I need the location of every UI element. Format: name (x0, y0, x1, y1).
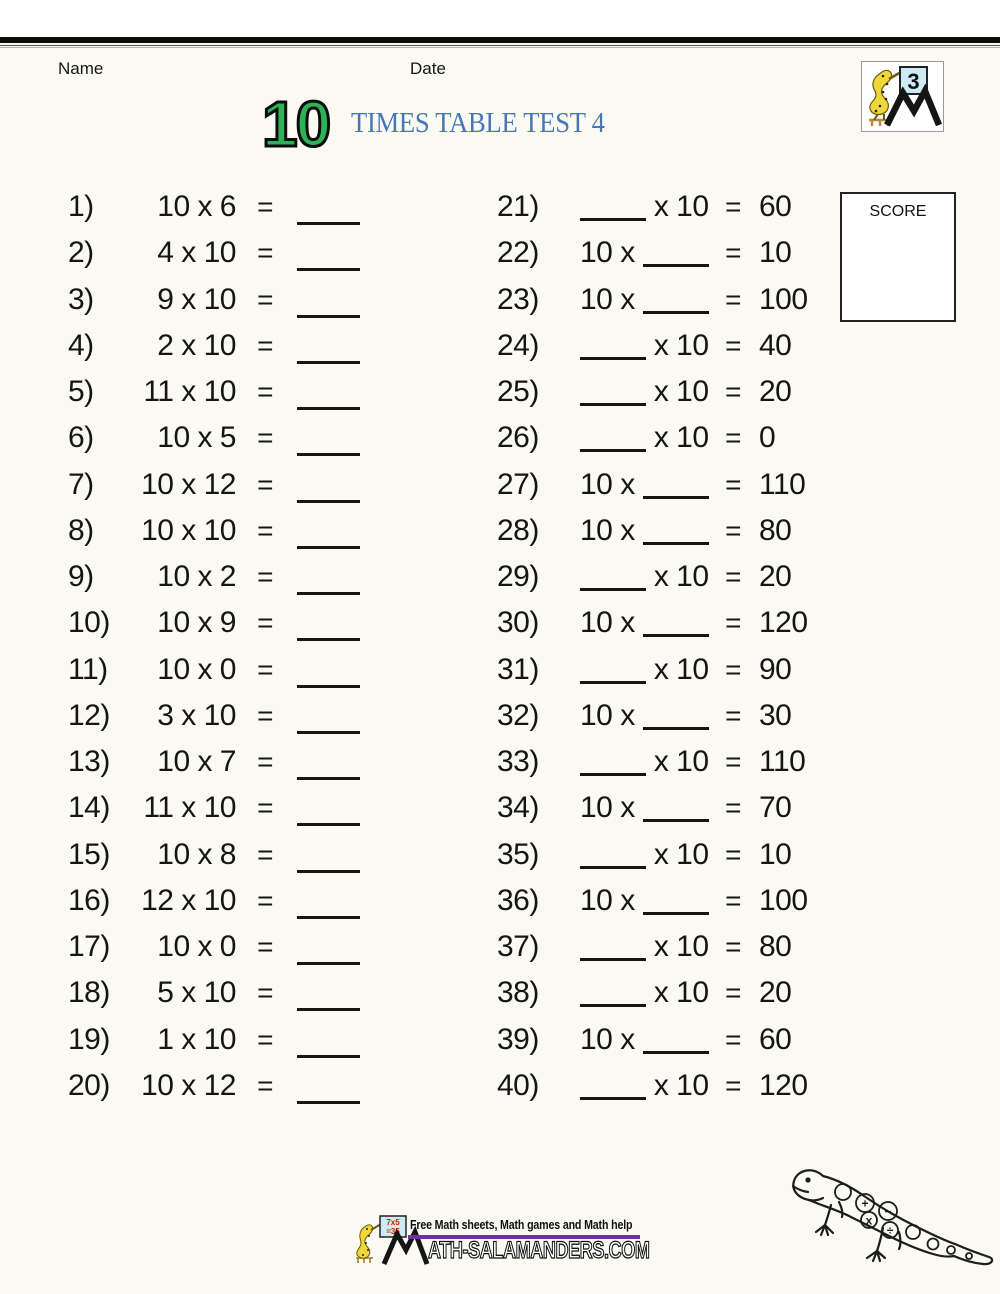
question-number: 31) (497, 652, 539, 686)
answer-blank (580, 954, 646, 961)
question-expression: 1 x 10 (157, 1022, 236, 1056)
question-expression: 10 x (580, 878, 726, 924)
question-row (0, 647, 1000, 693)
top-divider-shadow (0, 47, 1000, 48)
question-expression: x 10 (580, 832, 726, 878)
question-expression: x 10 (580, 647, 726, 693)
question-expression: x 10 (580, 369, 726, 415)
question-expression: x 10 (580, 970, 726, 1016)
question-number: 39) (497, 1022, 539, 1056)
question-expression: 10 x 7 (157, 745, 236, 779)
question-result: 120 (759, 606, 808, 640)
question-expression: 10 x 0 (157, 652, 236, 686)
score-label: SCORE (869, 203, 927, 220)
svg-text:÷: ÷ (886, 1223, 894, 1238)
question-expression: 10 x 6 (157, 190, 236, 223)
question-expression: x 10 (580, 739, 726, 785)
equals-sign: = (257, 561, 273, 593)
question-result: 70 (759, 791, 792, 825)
question-number: 29) (497, 560, 539, 594)
question-number: 8) (68, 513, 94, 547)
question-expression: 10 x 12 (141, 1068, 236, 1102)
question-number: 19) (68, 1022, 110, 1056)
question-row (0, 832, 1000, 878)
equals-sign: = (725, 514, 741, 546)
question-number: 5) (68, 375, 94, 409)
question-number: 16) (68, 883, 110, 917)
footer-board-line2: =35 (386, 1227, 400, 1236)
equals-sign: = (257, 653, 273, 685)
question-row (0, 230, 1000, 276)
question-result: 120 (759, 1068, 808, 1102)
question-result: 60 (759, 1022, 792, 1056)
answer-blank (580, 399, 646, 406)
question-expression: 10 x (580, 230, 726, 276)
question-expression: 10 x (580, 693, 726, 739)
question-number: 6) (68, 421, 94, 455)
question-expression: 10 x (580, 462, 726, 508)
question-number: 17) (68, 930, 110, 964)
logo-board-number: 3 (907, 69, 920, 94)
question-result: 60 (759, 190, 792, 223)
question-result: 40 (759, 328, 792, 362)
question-row (0, 1063, 1000, 1109)
date-label: Date (410, 59, 446, 78)
question-expression: 10 x 12 (141, 467, 236, 501)
equals-sign: = (725, 1069, 741, 1101)
footer-wordmark: ATH-SALAMANDERS.COM (428, 1237, 650, 1264)
question-result: 110 (759, 745, 806, 779)
question-expression: 10 x (580, 600, 726, 646)
answer-blank (580, 445, 646, 452)
top-divider-thin (0, 45, 1000, 46)
equals-sign: = (725, 1023, 741, 1055)
equals-sign: = (725, 884, 741, 916)
equals-sign: = (257, 237, 273, 269)
question-expression: x 10 (580, 184, 726, 230)
question-result: 30 (759, 698, 792, 732)
question-row (0, 1017, 1000, 1063)
question-expression: 3 x 10 (157, 698, 236, 732)
equals-sign: = (257, 329, 273, 361)
svg-text:+: + (861, 1196, 869, 1211)
equals-sign: = (257, 838, 273, 870)
question-number: 25) (497, 375, 539, 409)
question-expression: 10 x 0 (157, 930, 236, 964)
answer-blank (580, 1093, 646, 1100)
question-expression: 9 x 10 (157, 282, 236, 316)
equals-sign: = (257, 931, 273, 963)
question-number: 11) (68, 652, 108, 686)
answer-blank (580, 214, 646, 221)
question-number: 33) (497, 745, 539, 779)
question-row (0, 462, 1000, 508)
question-expression: 10 x 2 (157, 560, 236, 594)
question-result: 20 (759, 560, 792, 594)
question-number: 18) (68, 976, 110, 1010)
title-big-number: 10 (262, 88, 330, 160)
question-row (0, 184, 1000, 230)
equals-sign: = (725, 699, 741, 731)
title-text: TIMES TABLE TEST 4 (351, 108, 605, 139)
question-expression: 11 x 10 (143, 791, 236, 825)
answer-blank (643, 908, 709, 915)
question-number: 4) (68, 328, 94, 362)
question-number: 15) (68, 837, 110, 871)
question-expression: 10 x (580, 508, 726, 554)
equals-sign: = (725, 283, 741, 315)
name-label: Name (58, 59, 104, 78)
equals-sign: = (725, 746, 741, 778)
question-expression: 10 x 9 (157, 606, 236, 640)
question-row (0, 323, 1000, 369)
question-expression: 4 x 10 (157, 236, 236, 270)
equals-sign: = (725, 792, 741, 824)
equals-sign: = (257, 283, 273, 315)
page-title (262, 88, 618, 160)
salamander-illustration (785, 1153, 1000, 1268)
question-expression: x 10 (580, 1063, 726, 1109)
question-expression: 10 x 5 (157, 421, 236, 455)
equals-sign: = (257, 468, 273, 500)
question-result: 20 (759, 375, 792, 409)
svg-text:x: x (865, 1213, 873, 1228)
top-margin (0, 0, 1000, 37)
question-row (0, 508, 1000, 554)
answer-blank (580, 862, 646, 869)
question-number: 37) (497, 930, 539, 964)
question-number: 10) (68, 606, 110, 640)
question-expression: 12 x 10 (141, 883, 236, 917)
question-number: 34) (497, 791, 539, 825)
answer-blank (580, 1000, 646, 1007)
equals-sign: = (725, 838, 741, 870)
question-number: 28) (497, 513, 539, 547)
equals-sign: = (725, 237, 741, 269)
question-result: 80 (759, 930, 792, 964)
question-expression: 11 x 10 (143, 375, 236, 409)
question-number: 38) (497, 976, 539, 1010)
question-result: 20 (759, 976, 792, 1010)
equals-sign: = (725, 607, 741, 639)
svg-text:−: − (884, 1204, 892, 1219)
equals-sign: = (257, 792, 273, 824)
equals-sign: = (725, 561, 741, 593)
equals-sign: = (257, 422, 273, 454)
equals-sign: = (725, 376, 741, 408)
question-row (0, 693, 1000, 739)
equals-sign: = (725, 931, 741, 963)
equals-sign: = (725, 468, 741, 500)
question-number: 21) (497, 190, 539, 223)
question-result: 0 (759, 421, 776, 455)
question-row (0, 785, 1000, 831)
equals-sign: = (725, 977, 741, 1009)
question-number: 23) (497, 282, 539, 316)
equals-sign: = (725, 191, 741, 222)
equals-sign: = (725, 653, 741, 685)
question-expression: 10 x (580, 785, 726, 831)
question-number: 32) (497, 698, 539, 732)
answer-blank (643, 1047, 709, 1054)
question-result: 10 (759, 236, 792, 270)
question-row (0, 739, 1000, 785)
question-result: 10 (759, 837, 792, 871)
answer-blank (643, 538, 709, 545)
site-logo (861, 61, 944, 132)
answer-blank (580, 769, 646, 776)
question-number: 9) (68, 560, 94, 594)
question-result: 90 (759, 652, 792, 686)
answer-blank (580, 584, 646, 591)
equals-sign: = (257, 977, 273, 1009)
question-result: 100 (759, 282, 808, 316)
question-number: 7) (68, 467, 94, 501)
answer-blank (643, 815, 709, 822)
question-result: 100 (759, 883, 808, 917)
equals-sign: = (257, 699, 273, 731)
question-expression: x 10 (580, 415, 726, 461)
question-number: 26) (497, 421, 539, 455)
question-number: 36) (497, 883, 539, 917)
footer-logo (352, 1214, 652, 1266)
answer-blank (580, 677, 646, 684)
equals-sign: = (725, 329, 741, 361)
equals-sign: = (257, 884, 273, 916)
question-number: 12) (68, 698, 110, 732)
equals-sign: = (257, 607, 273, 639)
equals-sign: = (257, 191, 273, 222)
question-number: 13) (68, 745, 110, 779)
equals-sign: = (725, 422, 741, 454)
answer-blank (643, 260, 709, 267)
answer-blank (643, 723, 709, 730)
equals-sign: = (257, 376, 273, 408)
answer-blank (580, 353, 646, 360)
question-row (0, 970, 1000, 1016)
footer-tagline: Free Math sheets, Math games and Math help (410, 1217, 633, 1232)
question-result: 80 (759, 513, 792, 547)
equals-sign: = (257, 1069, 273, 1101)
question-row (0, 878, 1000, 924)
answer-blank (643, 630, 709, 637)
question-number: 2) (68, 236, 94, 270)
question-row (0, 415, 1000, 461)
question-expression: x 10 (580, 323, 726, 369)
question-row (0, 924, 1000, 970)
question-number: 27) (497, 467, 539, 501)
question-number: 30) (497, 606, 539, 640)
question-expression: 2 x 10 (157, 328, 236, 362)
question-expression: 10 x (580, 1017, 726, 1063)
question-row (0, 600, 1000, 646)
question-expression: 5 x 10 (157, 976, 236, 1010)
salamander-easel-icon (862, 62, 943, 130)
question-expression: 10 x 10 (141, 513, 236, 547)
question-number: 40) (497, 1068, 539, 1102)
question-expression: 10 x (580, 277, 726, 323)
question-result: 110 (759, 467, 806, 501)
footer-board-line1: 7x5 (386, 1218, 400, 1227)
question-number: 22) (497, 236, 539, 270)
top-divider-thick (0, 37, 1000, 43)
question-row (0, 554, 1000, 600)
question-expression: 10 x 8 (157, 837, 236, 871)
equals-sign: = (257, 1023, 273, 1055)
question-number: 1) (68, 190, 94, 223)
answer-blank (643, 307, 709, 314)
question-number: 3) (68, 282, 94, 316)
question-row (0, 277, 1000, 323)
answer-blank (643, 492, 709, 499)
question-expression: x 10 (580, 924, 726, 970)
equals-sign: = (257, 746, 273, 778)
question-number: 24) (497, 328, 539, 362)
question-number: 35) (497, 837, 539, 871)
question-expression: x 10 (580, 554, 726, 600)
question-number: 14) (68, 791, 110, 825)
question-number: 20) (68, 1068, 110, 1102)
equals-sign: = (257, 514, 273, 546)
question-row (0, 369, 1000, 415)
